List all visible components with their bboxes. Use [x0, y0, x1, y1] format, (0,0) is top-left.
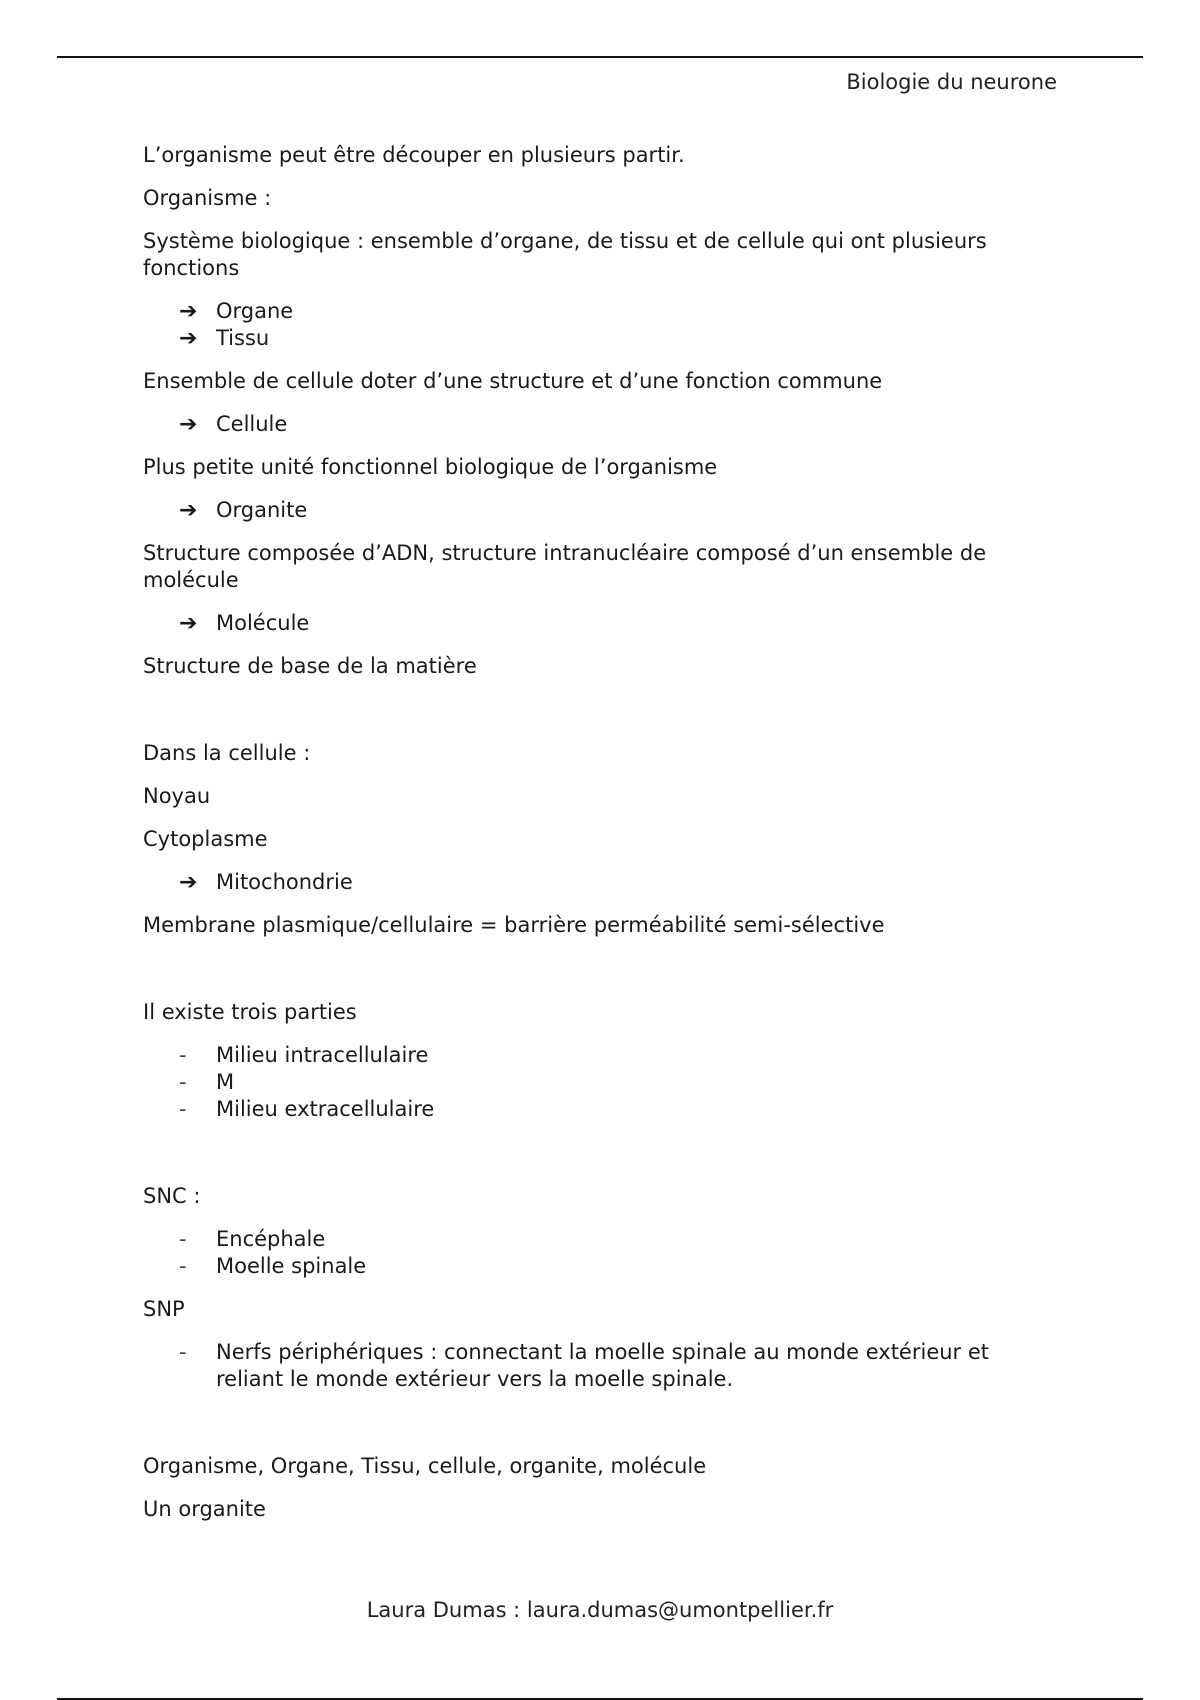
page-header-title: Biologie du neurone [846, 70, 1057, 94]
dash-bullet: - [179, 1097, 187, 1121]
organisme-label: Organisme : [143, 186, 272, 210]
intro-paragraph: L’organisme peut être découper en plusieurs partir. [143, 143, 685, 167]
arrow-icon: ➔ [179, 299, 198, 324]
list-item: - Moelle spinale [179, 1254, 367, 1278]
dash-bullet: - [179, 1340, 187, 1364]
arrow-list-cellule [143, 411, 1043, 438]
arrow-icon: ➔ [179, 870, 198, 895]
list-item: - Encéphale [179, 1227, 326, 1251]
spacer [143, 1139, 1043, 1183]
arrow-list-organe-tissu [143, 298, 1043, 352]
dans-cellule-heading: Dans la cellule : [143, 741, 311, 765]
membrane-line: Membrane plasmique/cellulaire = barrière perméabilité semi-sélective [143, 913, 885, 937]
list-item: ➔ Molécule [179, 611, 310, 636]
list-item: - Milieu extracellulaire [179, 1097, 435, 1121]
molecule-definition: Structure de base de la matière [143, 654, 477, 678]
tissu-definition: Ensemble de cellule doter d’une structure et d’une fonction commune [143, 369, 883, 393]
systeme-paragraph: Système biologique : ensemble d’organe, de tissu et de cellule qui ont plusieurs fonctions [143, 229, 987, 280]
organite-definition: Structure composée d’ADN, structure intranucléaire composé d’un ensemble de molécule [143, 541, 987, 592]
list-item: - M [179, 1070, 235, 1094]
un-organite-line: Un organite [143, 1497, 266, 1521]
arrow-list-organite [143, 497, 1043, 524]
arrow-list-molecule [143, 610, 1043, 637]
list-item: ➔ Organite [179, 498, 308, 523]
arrow-icon: ➔ [179, 611, 198, 636]
snc-heading: SNC : [143, 1184, 201, 1208]
spacer [143, 955, 1043, 999]
list-item: - Milieu intracellulaire [179, 1043, 429, 1067]
cytoplasme-line: Cytoplasme [143, 827, 268, 851]
list-item: ➔ Mitochondrie [179, 870, 353, 895]
summary-line: Organisme, Organe, Tissu, cellule, organite, molécule [143, 1454, 707, 1478]
document-body [143, 142, 1043, 1539]
dash-bullet: - [179, 1043, 187, 1067]
spacer [143, 696, 1043, 740]
dash-bullet: - [179, 1254, 187, 1278]
dash-list-snp [143, 1339, 1043, 1393]
snp-heading: SNP [143, 1297, 185, 1321]
spacer [143, 1409, 1043, 1453]
arrow-icon: ➔ [179, 412, 198, 437]
dash-bullet: - [179, 1227, 187, 1251]
noyau-line: Noyau [143, 784, 211, 808]
list-item: - Nerfs périphériques : connectant la moelle spinale au monde extérieur et reliant le monde extérieur vers la moelle spinale. [179, 1340, 990, 1391]
arrow-icon: ➔ [179, 326, 198, 351]
list-item: ➔ Cellule [179, 412, 288, 437]
list-item: ➔ Tissu [179, 326, 270, 351]
arrow-list-mitochondrie [143, 869, 1043, 896]
dash-bullet: - [179, 1070, 187, 1094]
list-item: ➔ Organe [179, 299, 294, 324]
cellule-definition: Plus petite unité fonctionnel biologique de l’organisme [143, 455, 718, 479]
dash-list-milieux [143, 1042, 1043, 1123]
dash-list-snc [143, 1226, 1043, 1280]
header-rule [57, 56, 1143, 58]
arrow-icon: ➔ [179, 498, 198, 523]
trois-parties-line: Il existe trois parties [143, 1000, 357, 1024]
page-footer: Laura Dumas : laura.dumas@umontpellier.fr [366, 1598, 834, 1622]
